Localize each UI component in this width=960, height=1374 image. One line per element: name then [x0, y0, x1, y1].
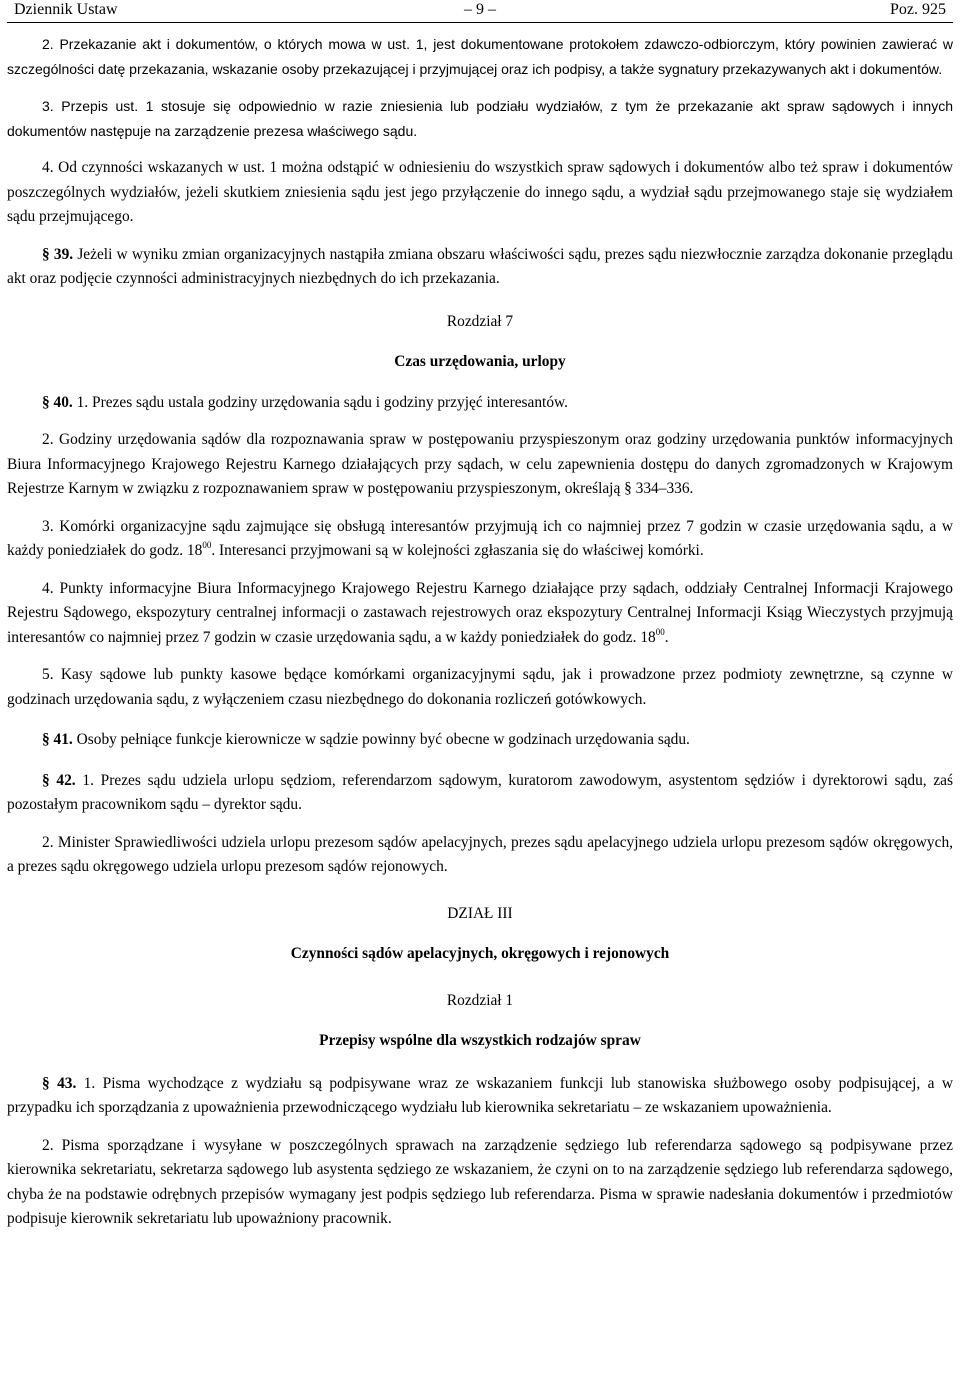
section-39-text: Jeżeli w wyniku zmian organizacyjnych nastąpiła zmiana obszaru właściwości sądu, prezes sądu niezwłocznie zarządza dokonanie przeglądu akt oraz podjęcie czynności administracyjnych niezbędnych do ich przekazania.: [7, 245, 953, 287]
section-43-2: 2. Pisma sporządzane i wysyłane w poszczególnych sprawach na zarządzenie sędziego lub referendarza sądowego są podpisywane przez kierownika sekretariatu, sekretarza sądowego lub asystenta sędziego ze wskazaniem, że czyni on to na zarządzenie sędziego lub referendarza sądowego, chyba że na podstawie odrębnych przepisów wymagany jest podpis sędziego lub referendarza. Pisma w sprawie nadesłania dokumentów i przedmiotów podpisuje kierownik sekretariatu lub upoważniony pracownik.: [7, 1136, 953, 1227]
publication-title: Dziennik Ustaw: [14, 1, 118, 18]
section-43-label: § 43.: [42, 1074, 77, 1092]
section-40-3-superscript: 00: [202, 540, 212, 550]
section-40-1: [7, 391, 953, 416]
section-41: [7, 728, 953, 753]
section-43-1: [7, 1072, 953, 1121]
chapter-1-heading: Rozdział 1: [446, 991, 514, 1009]
paragraph-s38-2: 2. Przekazanie akt i dokumentów, o których mowa w ust. 1, jest dokumentowane protokołem zdawczo-odbiorczym, który powinien zawierać w szczególności datę przekazania, wskazanie osoby przekazującej i przyjmującej oraz ich podpisy, a także sygnatury przekazywanych akt i dokumentów.: [7, 36, 953, 77]
position-number: Poz. 925: [890, 1, 946, 18]
section-40-4-text-a: 4. Punkty informacyjne Biura Informacyjnego Krajowego Rejestru Karnego działające przy sądach, oddziały Centralnej Informacji Krajowego Rejestru Sądowego, ekspozytury centralnej informacji o zastawach rejestrowych oraz ekspozytury Centralnej Informacji Ksiąg Wieczystych przyjmują interesantów co najmniej przez 7 godzin w czasie urzędowania sądu, a w każdy poniedziałek do godz. 18: [7, 579, 953, 646]
chapter-1-title: Przepisy wspólne dla wszystkich rodzajów spraw: [319, 1032, 641, 1049]
section-42-1-text: 1. Prezes sądu udziela urlopu sędziom, referendarzom sądowym, kuratorom zawodowym, asystentom sędziów i dyrektorowi sądu, zaś pozostałym pracownikom sądu – dyrektor sądu.: [7, 771, 954, 813]
section-39-label: § 39.: [42, 245, 74, 263]
section-39: [7, 243, 953, 292]
division-heading: DZIAŁ III: [447, 904, 513, 922]
section-40-3-text-b: . Interesanci przyjmowani są w kolejności zgłaszania się do właściwej komórki.: [211, 542, 704, 559]
section-40-3: [7, 515, 953, 564]
division-title: Czynności sądów apelacyjnych, okręgowych i rejonowych: [290, 945, 670, 962]
section-40-5: 5. Kasy sądowe lub punkty kasowe będące komórkami organizacyjnymi sądu, jak i prowadzone przez podmioty zewnętrzne, są czynne w godzinach urzędowania sądu, z wyłączeniem czasu niezbędnego do dokonania rozliczeń gotówkowych.: [7, 666, 953, 708]
section-40-4-text-b: .: [664, 628, 669, 646]
section-40-4: [7, 577, 953, 651]
paragraph-s38-3: 3. Przepis ust. 1 stosuje się odpowiednio w razie zniesienia lub podziału wydziałów, z tym że przekazanie akt spraw sądowych i innych dokumentów następuje na zarządzenie prezesa właściwego sądu.: [7, 98, 953, 139]
section-40-label: § 40.: [42, 393, 73, 411]
chapter-7-heading: Rozdział 7: [446, 312, 514, 330]
paragraph-s38-4: 4. Od czynności wskazanych w ust. 1 można odstąpić w odniesieniu do wszystkich spraw sądowych i dokumentów albo też spraw i dokumentów poszczególnych wydziałów, jeżeli skutkiem zniesienia sądu jest jego przyłączenie do innego sądu, a wydział sądu przejmowanego staje się wydziałem sądu przejmującego.: [7, 159, 953, 225]
section-42-1: [7, 769, 953, 818]
section-41-label: § 41.: [42, 731, 73, 748]
document-body: [7, 32, 953, 1232]
chapter-7-title: Czas urzędowania, urlopy: [394, 353, 566, 370]
page-header: [7, 0, 953, 22]
section-42-2: 2. Minister Sprawiedliwości udziela urlopu prezesom sądów apelacyjnych, prezes sądu apelacyjnego udziela urlopu prezesom sądów okręgowych, a prezes sądu okręgowego udziela urlopu prezesom sądów rejonowych.: [7, 833, 953, 875]
section-41-text: Osoby pełniące funkcje kierownicze w sądzie powinny być obecne w godzinach urzędowania sądu.: [76, 731, 690, 748]
section-40-1-text: 1. Prezes sądu ustala godziny urzędowania sądu i godziny przyjęć interesantów.: [76, 393, 568, 411]
section-43-1-text: 1. Pisma wychodzące z wydziału są podpisywane wraz ze wskazaniem funkcji lub stanowiska służbowego osoby podpisującej, a w przypadku ich sporządzania z upoważnienia przewodniczącego wydziału lub kierownika sekretariatu – ze wskazaniem upoważnienia.: [7, 1074, 953, 1116]
section-40-4-superscript: 00: [655, 626, 665, 637]
page-number: – 9 –: [464, 1, 496, 18]
header-divider: [7, 22, 953, 23]
section-40-2: 2. Godziny urzędowania sądów dla rozpoznawania spraw w postępowaniu przyspieszonym oraz godziny urzędowania punktów informacyjnych Biura Informacyjnego Krajowego Rejestru Karnego działających przy sądach, w celu zapewnienia dostępu do danych zgromadzonych w Krajowym Rejestrze Karnym w związku z rozpoznawaniem spraw w postępowaniu przyspieszonym, określają § 334–336.: [7, 431, 953, 497]
section-42-label: § 42.: [42, 771, 76, 789]
section-40-3-text-a: 3. Komórki organizacyjne sądu zajmujące się obsługą interesantów przyjmują ich co najmniej przez 7 godzin w czasie urzędowania sądu, a w każdy poniedziałek do godz. 18: [7, 517, 953, 559]
